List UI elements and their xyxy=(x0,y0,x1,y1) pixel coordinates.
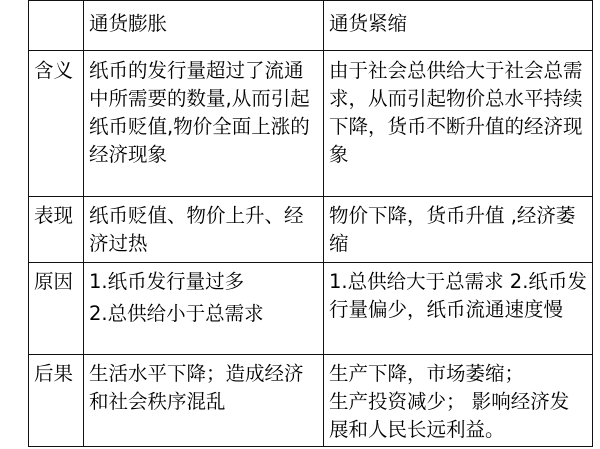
header-deflation: 通货紧缩 xyxy=(324,1,593,51)
row-manifestation xyxy=(29,197,593,263)
manifestation-deflation: 物价下降，货币升值 ,经济萎缩 xyxy=(324,197,593,263)
consequence-deflation xyxy=(324,355,593,447)
row-meaning xyxy=(29,51,593,197)
row-label-cause: 原因 xyxy=(29,263,84,355)
cause-inflation xyxy=(84,263,324,355)
row-label-meaning: 含义 xyxy=(29,51,84,197)
row-label-manifestation: 表现 xyxy=(29,197,84,263)
consequence-inflation: 生活水平下降；造成经济和社会秩序混乱 xyxy=(84,355,324,447)
consequence-deflation-line-1: 生产下降，市场萎缩； xyxy=(329,362,525,385)
meaning-deflation: 由于社会总供给大于社会总需求，从而引起物价总水平持续下降，货币不断升值的经济现象 xyxy=(324,51,593,197)
cause-inflation-item-2: 2.总供给小于总需求 xyxy=(89,302,264,325)
comparison-table xyxy=(28,0,593,447)
header-row xyxy=(29,1,593,51)
manifestation-inflation: 纸币贬值、物价上升、经济过热 xyxy=(84,197,324,263)
header-blank-cell xyxy=(29,1,84,51)
cause-inflation-item-1: 1.纸币发行量过多 xyxy=(89,270,245,293)
header-inflation: 通货膨胀 xyxy=(84,1,324,51)
row-cause xyxy=(29,263,593,355)
cause-deflation: 1.总供给大于总需求 2.纸币发行量偏少，纸币流通速度慢 xyxy=(324,263,593,355)
meaning-inflation: 纸币的发行量超过了流通中所需要的数量,从而引起纸币贬值,物价全面上涨的经济现象 xyxy=(84,51,324,197)
row-label-consequence: 后果 xyxy=(29,355,84,447)
row-consequence xyxy=(29,355,593,447)
consequence-deflation-line-2: 生产投资减少； 影响经济发展和人民长远利益。 xyxy=(329,390,570,441)
